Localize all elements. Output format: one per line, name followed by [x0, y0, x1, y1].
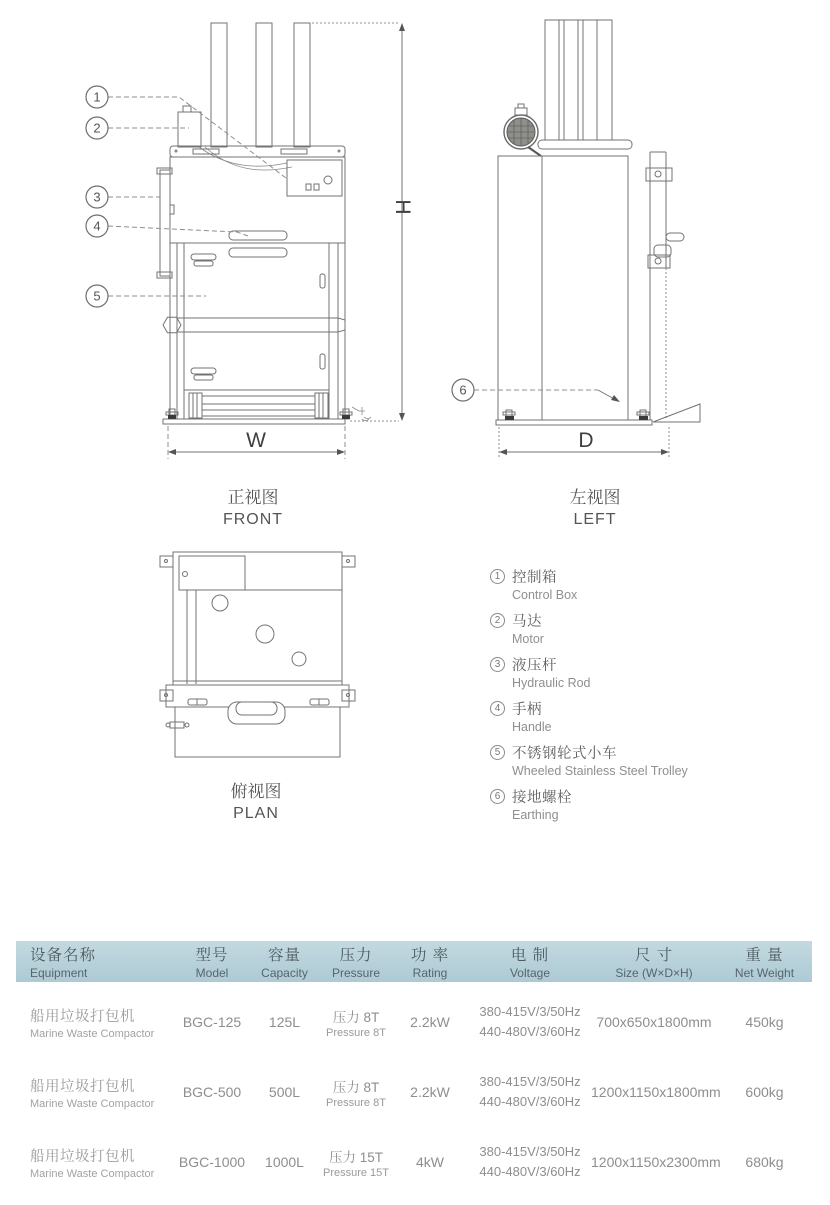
- svg-text:3: 3: [93, 189, 101, 205]
- legend-num-5: 5: [490, 745, 505, 760]
- equipment-cell: 船用垃圾打包机 Marine Waste Compactor: [30, 1078, 155, 1110]
- col-header-capacity: 容量 Capacity: [261, 947, 308, 980]
- voltage-cell: 380-415V/3/50Hz 440-480V/3/60Hz: [479, 1143, 581, 1179]
- capacity-cell: 500L: [268, 1084, 301, 1100]
- voltage-cell: 380-415V/3/50Hz 440-480V/3/60Hz: [479, 1003, 581, 1039]
- hinge-slot: [320, 274, 325, 288]
- table-row-bgc-1000: [16, 1127, 812, 1197]
- model-cell: BGC-125: [182, 1014, 242, 1030]
- callout-1: [86, 86, 108, 108]
- left-base: [496, 404, 700, 425]
- cable: [205, 147, 292, 170]
- ramp-wedge: [653, 404, 700, 422]
- callout-3: [86, 186, 108, 208]
- table-row-bgc-500: [16, 1057, 812, 1127]
- spec-table-body: [16, 987, 812, 1197]
- pressure-cell: 压力 8T Pressure 8T: [326, 1079, 386, 1109]
- dim-depth: [499, 427, 669, 459]
- legend-num-3: 3: [490, 657, 505, 672]
- plan-view-label-en: PLAN: [233, 805, 279, 822]
- model-cell: BGC-500: [182, 1084, 242, 1100]
- door-handle-upper: [191, 254, 216, 266]
- trolley: [189, 393, 328, 418]
- legend-item-control-box: [490, 566, 720, 602]
- front-view-label-cn: 正视图: [227, 488, 279, 507]
- legend-en: Earthing: [512, 808, 559, 822]
- left-rods: [545, 20, 612, 140]
- front-top-band: [170, 146, 345, 157]
- callout-4: [86, 215, 108, 237]
- model-cell: BGC-1000: [178, 1154, 246, 1170]
- dim-width: [168, 426, 345, 459]
- spec-table: [16, 941, 812, 1197]
- left-view-label-cn: 左视图: [569, 488, 621, 507]
- col-header-weight: 重 量 Net Weight: [734, 947, 795, 980]
- legend-item-earthing: [490, 786, 720, 822]
- weight-cell: 600kg: [745, 1084, 784, 1100]
- weight-cell: 450kg: [745, 1014, 784, 1030]
- callout-5: [86, 285, 108, 307]
- weight-cell: 680kg: [745, 1154, 784, 1170]
- legend-en: Control Box: [512, 588, 578, 602]
- front-pump-box: [178, 106, 201, 147]
- dim-label-h: H: [391, 199, 414, 215]
- col-header-equipment: 设备名称 Equipment: [30, 947, 97, 980]
- callout-6: [452, 379, 474, 401]
- svg-text:6: 6: [459, 382, 467, 398]
- drain-tap: [352, 407, 371, 421]
- col-header-voltage: 电 制 Voltage: [509, 947, 551, 980]
- dim-label-d: D: [578, 429, 594, 452]
- left-rear-rail: [646, 152, 684, 420]
- rating-cell: 4kW: [416, 1154, 444, 1170]
- plan-latch: [166, 722, 189, 728]
- col-header-size: 尺 寸 Size (W×D×H): [615, 947, 693, 980]
- callout-2: [86, 117, 108, 139]
- legend-en: Hydraulic Rod: [512, 676, 591, 690]
- rating-cell: 2.2kW: [410, 1084, 450, 1100]
- legend-cn: 不锈钢轮式小车: [512, 746, 617, 762]
- spec-table-header: [16, 941, 812, 982]
- left-view: [496, 20, 700, 528]
- size-cell: 1200x1150x2300mm: [591, 1154, 721, 1170]
- svg-text:4: 4: [93, 218, 101, 234]
- legend-num-2: 2: [490, 613, 505, 628]
- size-cell: 1200x1150x1800mm: [591, 1084, 721, 1100]
- pressure-cell: 压力 15T Pressure 15T: [322, 1149, 390, 1179]
- col-header-rating: 功 率 Rating: [410, 947, 450, 980]
- equipment-cell: 船用垃圾打包机 Marine Waste Compactor: [30, 1148, 155, 1180]
- plan-main-box: [173, 552, 342, 685]
- hinge-slot: [320, 354, 325, 369]
- legend-item-hydraulic-rod: [490, 654, 720, 690]
- rating-cell: 2.2kW: [410, 1014, 450, 1030]
- plan-holes: [212, 595, 306, 666]
- parts-legend: [490, 566, 720, 830]
- legend-cn: 马达: [512, 614, 542, 630]
- svg-text:5: 5: [93, 288, 101, 304]
- legend-item-motor: [490, 610, 720, 646]
- plan-control-box: [179, 556, 245, 590]
- plan-handle: [228, 702, 285, 724]
- svg-text:1: 1: [93, 89, 101, 105]
- front-view-label-en: FRONT: [222, 511, 284, 528]
- plan-view: [160, 552, 355, 822]
- equipment-cell: 船用垃圾打包机 Marine Waste Compactor: [30, 1008, 155, 1040]
- legend-num-6: 6: [490, 789, 505, 804]
- col-header-model: 型号 Model: [195, 947, 229, 980]
- legend-num-4: 4: [490, 701, 505, 716]
- left-body: [498, 156, 628, 420]
- size-cell: 700x650x1800mm: [596, 1014, 712, 1030]
- legend-en: Motor: [512, 632, 544, 646]
- capacity-cell: 1000L: [265, 1154, 304, 1170]
- legend-num-1: 1: [490, 569, 505, 584]
- dim-height: [312, 23, 414, 421]
- legend-item-trolley: [490, 742, 720, 778]
- plan-view-label-cn: 俯视图: [230, 782, 282, 801]
- legend-en: Wheeled Stainless Steel Trolley: [512, 764, 688, 778]
- flange-plate: [538, 140, 632, 149]
- col-header-pressure: 压力 Pressure: [331, 947, 381, 980]
- svg-text:2: 2: [93, 120, 101, 136]
- pressure-cell: 压力 8T Pressure 8T: [326, 1009, 386, 1039]
- capacity-cell: 125L: [268, 1014, 301, 1030]
- handle-slots: [229, 231, 287, 257]
- voltage-cell: 380-415V/3/50Hz 440-480V/3/60Hz: [479, 1073, 581, 1109]
- control-box: [287, 160, 342, 196]
- callout-leaders: [108, 97, 620, 402]
- legend-cn: 手柄: [512, 702, 542, 718]
- front-hydraulic-rail: [157, 168, 174, 278]
- middle-beam: [163, 317, 345, 333]
- door-handle-lower: [191, 368, 216, 380]
- left-view-label-en: LEFT: [573, 511, 617, 528]
- front-view: [157, 23, 414, 528]
- table-row-bgc-125: [16, 987, 812, 1057]
- motor-icon: [504, 104, 541, 156]
- dim-label-w: W: [246, 429, 266, 452]
- front-rods: [211, 23, 310, 147]
- legend-cn: 液压杆: [512, 658, 557, 674]
- legend-cn: 控制箱: [512, 570, 557, 586]
- legend-item-handle: [490, 698, 720, 734]
- legend-cn: 接地螺栓: [512, 790, 572, 806]
- legend-en: Handle: [512, 720, 552, 734]
